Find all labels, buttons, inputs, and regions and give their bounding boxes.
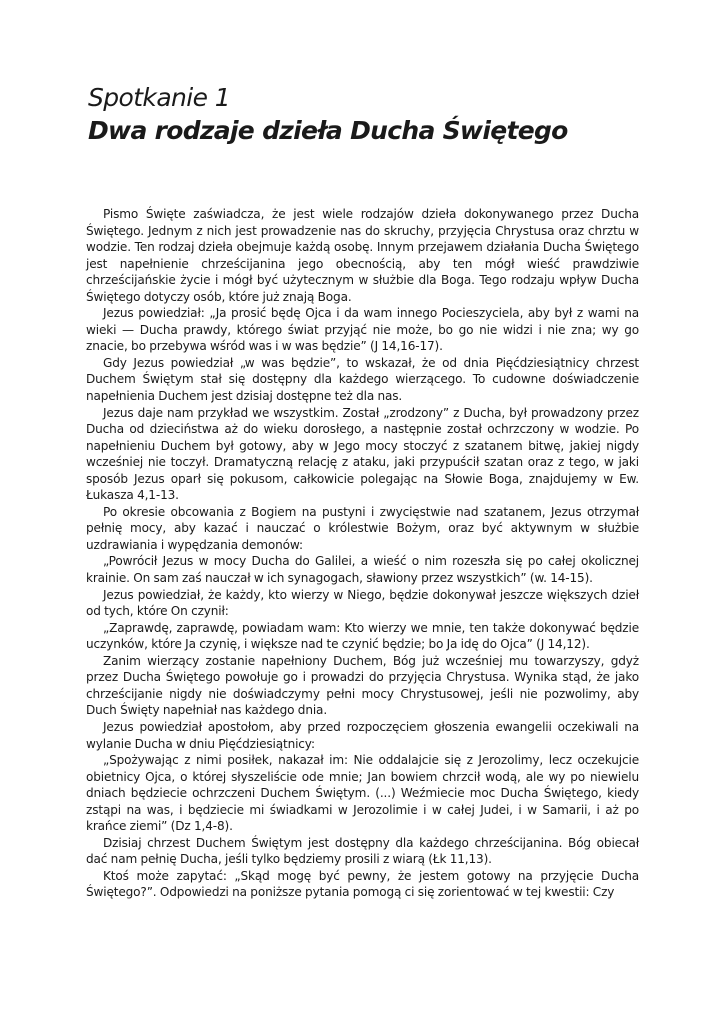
chapter-heading [88, 82, 648, 148]
paragraph: Zanim wierzący zostanie napełniony Duchem, Bóg już wcześniej mu towarzyszy, gdyż przez Ducha Świętego powołuje go i prowadzi do przyjęcia Chrystusa. Wynika stąd, że jako chrześcijanie nigdy nie doświadczymy pełni mocy Chrystusowej, jeśli nie pozwolimy, aby Duch Święty napełniał nas każdego dnia. [86, 653, 639, 718]
paragraph: Jezus powiedział apostołom, aby przed rozpoczęciem głoszenia ewangelii oczekiwali na wylanie Ducha w dniu Pięćdziesiątnicy: [86, 719, 639, 751]
chapter-subtitle: Spotkanie 1 [88, 83, 231, 112]
paragraph: Ktoś może zapytać: „Skąd mogę być pewny, że jestem gotowy na przyjęcie Ducha Świętego?”. Odpowiedzi na poniższe pytania pomogą ci się zorientować w tej kwestii: Czy [86, 868, 639, 900]
paragraph: Jezus daje nam przykład we wszystkim. Został „zrodzony” z Ducha, był prowadzony przez Ducha od dzieciństwa aż do wieku dorosłego, a następnie został ochrzczony w wodzie. Po napełnieniu Duchem był gotowy, aby w Jego mocy stoczyć z szatanem bitwę, jakiej nigdy wcześniej nie toczył. Dramatyczną relację z ataku, jaki przypuścił szatan oraz z tego, w jaki sposób Jezus oparł się pokusom, całkowicie polegając na Słowie Boga, znajdujemy w Ew. Łukasza 4,1-13. [86, 405, 639, 503]
paragraph: „Spożywając z nimi posiłek, nakazał im: Nie oddalajcie się z Jerozolimy, lecz oczekujcie obietnicy Ojca, o której słyszeliście ode mnie; Jan bowiem chrzcił wodą, ale wy po niewielu dniach będziecie ochrzczeni Duchem Świętym. (...) Weźmiecie moc Ducha Świętego, kiedy zstąpi na was, i będziecie mi świadkami w Jerozolimie i w całej Judei, i w Samarii, i aż po krańce ziemi” (Dz 1,4-8). [86, 753, 639, 834]
paragraph: Gdy Jezus powiedział „w was będzie”, to wskazał, że od dnia Pięćdziesiątnicy chrzest Duchem Świętym stał się dostępny dla każdego wierzącego. To cudowne doświadczenie napełnienia Duchem jest dzisiaj dostępne też dla nas. [86, 355, 639, 404]
paragraph: Pismo Święte zaświadcza, że jest wiele rodzajów dzieła dokonywanego przez Ducha Świętego. Jednym z nich jest prowadzenie nas do skruchy, przyjęcia Chrystusa oraz chrztu w wodzie. Ten rodzaj dzieła obejmuje każdą osobę. Innym przejawem działania Ducha Świętego jest napełnienie chrześcijanina jego obecnością, aby ten mógł wieść prawdziwie chrześcijańskie życie i mógł być użytecznym w służbie dla Boga. Tego rodzaju wpływ Ducha Świętego dotyczy osób, które już znają Boga. [86, 207, 639, 304]
paragraph: Jezus powiedział: „Ja prosić będę Ojca i da wam innego Pocieszyciela, aby był z wami na wieki — Ducha prawdy, którego świat przyjąć nie może, bo go nie widzi i nie zna; wy go znacie, bo przebywa wśród was i w was będzie” (J 14,16-17). [86, 306, 639, 354]
body-text [86, 206, 639, 901]
paragraph: Dzisiaj chrzest Duchem Świętym jest dostępny dla każdego chrześcijanina. Bóg obiecał dać nam pełnię Ducha, jeśli tylko będziemy prosili z wiarą (Łk 11,13). [86, 835, 639, 867]
paragraph: „Powrócił Jezus w mocy Ducha do Galilei, a wieść o nim rozeszła się po całej okolicznej krainie. On sam zaś nauczał w ich synagogach, sławiony przez wszystkich” (w. 14-15). [86, 554, 639, 586]
paragraph: Jezus powiedział, że każdy, kto wierzy w Niego, będzie dokonywał jeszcze większych dzieł od tych, które On czynił: [86, 587, 639, 619]
paragraph: „Zaprawdę, zaprawdę, powiadam wam: Kto wierzy we mnie, ten także dokonywać będzie uczynków, które Ja czynię, i większe nad te czynić będzie; bo Ja idę do Ojca” (J 14,12). [86, 620, 639, 652]
paragraph: Po okresie obcowania z Bogiem na pustyni i zwycięstwie nad szatanem, Jezus otrzymał pełnię mocy, aby kazać i nauczać o królestwie Bożym, oraz być aktywnym w służbie uzdrawiania i wypędzania demonów: [86, 504, 639, 552]
chapter-title: Dwa rodzaje dzieła Ducha Świętego [88, 116, 568, 145]
